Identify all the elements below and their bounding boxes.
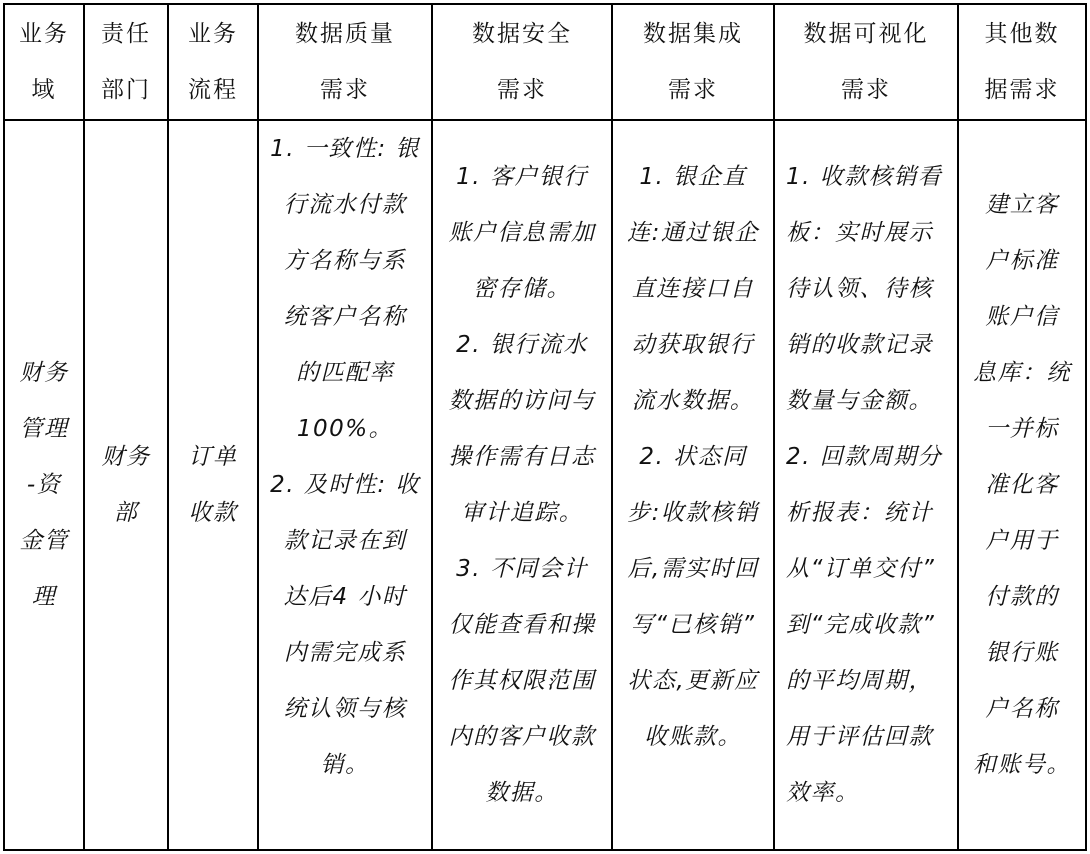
cell-line: 3. 不同会计 [456, 556, 588, 582]
cell-line: 财务 [19, 360, 69, 386]
cell-line: 1. 银企直 [639, 164, 747, 190]
header-line: 需求 [320, 77, 370, 103]
header-line: 需求 [841, 77, 891, 103]
cell-line: 待认领、待核 [786, 276, 933, 302]
header-other-data [959, 5, 1087, 121]
cell-line: -资 [26, 472, 62, 498]
cell-line: 户名称 [985, 696, 1059, 722]
cell-line: 流水数据。 [631, 388, 755, 414]
cell-line: 账户信息需加 [448, 220, 596, 246]
cell-line: 收款 [188, 500, 238, 526]
cell-line: 订单 [188, 444, 238, 470]
header-line: 流程 [188, 77, 238, 103]
cell-data-security-requirements [433, 121, 613, 851]
header-line: 需求 [497, 77, 547, 103]
cell-other-data-requirements [959, 121, 1087, 851]
cell-line: 2. 银行流水 [456, 332, 588, 358]
cell-line: 审计追踪。 [460, 500, 584, 526]
header-line: 数据可视化 [803, 21, 929, 47]
header-data-security [433, 5, 613, 121]
header-line: 业务 [188, 21, 238, 47]
cell-data-quality-requirements [259, 121, 433, 851]
cell-data-integration-requirements [613, 121, 775, 851]
header-line: 数据安全 [472, 21, 572, 47]
cell-line: 2. 及时性: 收 [270, 472, 420, 498]
cell-line: 理 [31, 584, 57, 610]
header-line: 数据质量 [295, 21, 395, 47]
cell-line: 2. 状态同 [639, 444, 747, 470]
cell-line: 款记录在到 [283, 528, 407, 554]
cell-line: 销的收款记录 [786, 332, 933, 358]
header-business-domain [5, 5, 85, 121]
cell-line: 1. 一致性: 银 [270, 136, 420, 162]
header-data-visualization [775, 5, 959, 121]
header-responsible-department [85, 5, 169, 121]
cell-line: 效率。 [786, 780, 860, 806]
cell-line: 内需完成系 [283, 640, 407, 666]
cell-line: 息库：统 [973, 360, 1071, 386]
header-line: 其他数 [984, 21, 1060, 47]
cell-line: 用于评估回款 [786, 724, 933, 750]
cell-business-domain [5, 121, 85, 851]
cell-line: 数据的访问与 [448, 388, 596, 414]
cell-responsible-department [85, 121, 169, 851]
cell-line: 销。 [320, 752, 370, 778]
cell-line: 准化客 [985, 472, 1059, 498]
header-line: 域 [31, 77, 57, 103]
cell-line: 连:通过银企 [627, 220, 759, 246]
cell-line: 的匹配率 [296, 360, 394, 386]
cell-line: 统客户名称 [283, 304, 407, 330]
cell-line: 从“订单交付” [786, 556, 936, 582]
cell-line: 收账款。 [644, 724, 742, 750]
cell-line: 付款的 [985, 584, 1059, 610]
header-line: 数据集成 [643, 21, 743, 47]
header-line: 部门 [101, 77, 151, 103]
header-business-process [169, 5, 259, 121]
cell-line: 方名称与系 [283, 248, 407, 274]
cell-line: 步:收款核销 [627, 500, 759, 526]
cell-line: 操作需有日志 [448, 444, 596, 470]
cell-line: 部 [113, 500, 139, 526]
cell-line: 银行账 [985, 640, 1059, 666]
cell-line: 户标准 [985, 248, 1059, 274]
cell-line: 内的客户收款 [448, 724, 596, 750]
cell-line: 建立客 [985, 192, 1059, 218]
cell-line: 管理 [19, 416, 69, 442]
cell-line: 财务 [101, 444, 151, 470]
cell-line: 直连接口自 [631, 276, 755, 302]
cell-line: 板：实时展示 [786, 220, 933, 246]
cell-line: 100%。 [296, 416, 394, 442]
cell-line: 数据。 [485, 780, 559, 806]
cell-line: 2. 回款周期分 [786, 444, 943, 470]
cell-business-process [169, 121, 259, 851]
requirements-table [3, 3, 1087, 851]
cell-line: 行流水付款 [283, 192, 407, 218]
header-line: 需求 [668, 77, 718, 103]
cell-line: 状态,更新应 [627, 668, 759, 694]
header-line: 责任 [101, 21, 151, 47]
cell-line: 金管 [19, 528, 69, 554]
cell-line: 到“完成收款” [786, 612, 936, 638]
cell-line: 密存储。 [473, 276, 571, 302]
cell-line: 的平均周期， [786, 668, 933, 694]
cell-line: 后,需实时回 [627, 556, 759, 582]
cell-data-visualization-requirements [775, 121, 959, 851]
cell-line: 账户信 [985, 304, 1059, 330]
cell-line: 析报表：统计 [786, 500, 933, 526]
cell-line: 和账号。 [973, 752, 1071, 778]
cell-line: 一并标 [985, 416, 1059, 442]
header-line: 据需求 [984, 77, 1060, 103]
cell-line: 仅能查看和操 [448, 612, 596, 638]
cell-line: 1. 收款核销看 [786, 164, 943, 190]
header-data-integration [613, 5, 775, 121]
cell-line: 作其权限范围 [448, 668, 596, 694]
header-line: 业务 [19, 21, 69, 47]
cell-line: 写“已核销” [630, 612, 756, 638]
cell-line: 统认领与核 [283, 696, 407, 722]
header-data-quality [259, 5, 433, 121]
cell-line: 户用于 [985, 528, 1059, 554]
cell-line: 数量与金额。 [786, 388, 933, 414]
cell-line: 动获取银行 [631, 332, 755, 358]
cell-line: 1. 客户银行 [456, 164, 588, 190]
cell-line: 达后4 小时 [283, 584, 407, 610]
